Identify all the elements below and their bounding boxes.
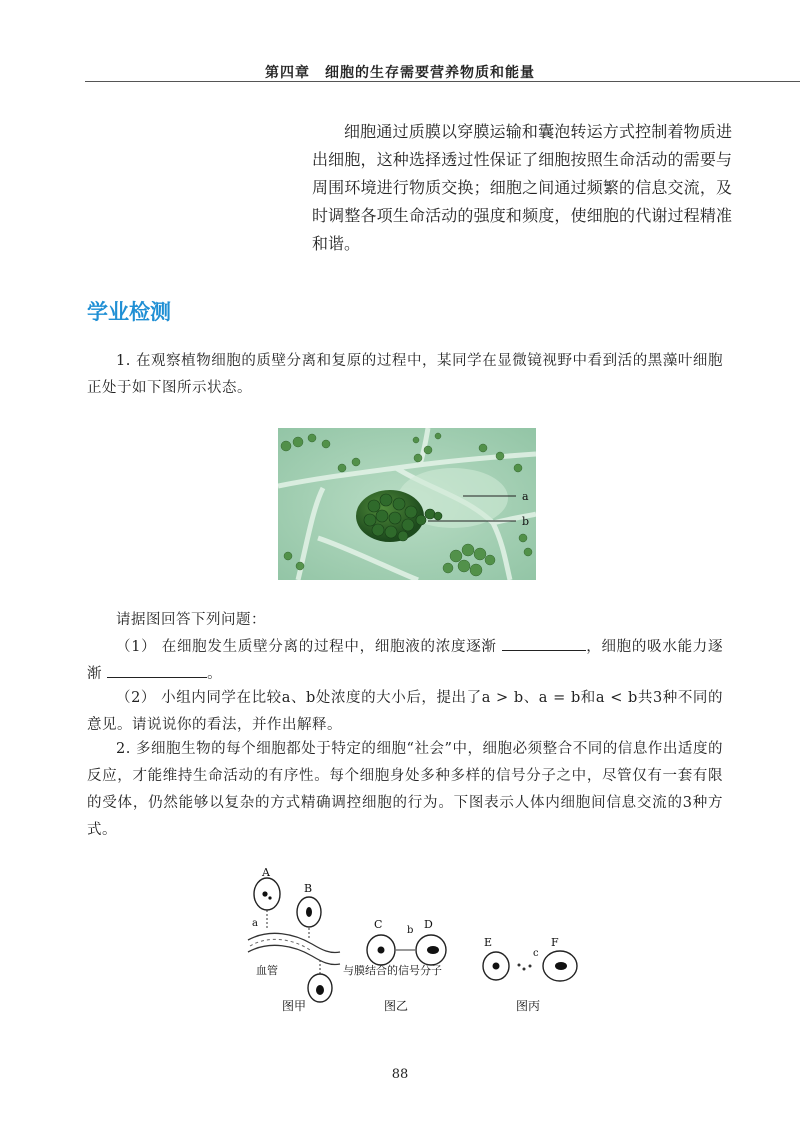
plasmolysis-micrograph [278, 428, 536, 580]
caption-jia: 图甲 [282, 999, 307, 1013]
cell-label-F: F [551, 936, 559, 949]
answer-blank-1[interactable] [502, 636, 586, 651]
cell-signaling-figure [240, 868, 600, 1018]
figure-jia [248, 868, 340, 1002]
micrograph-label-b: b [522, 515, 530, 528]
question-1-prompt: 请据图回答下列问题： [116, 612, 266, 628]
micrograph-label-a: a [522, 490, 529, 503]
question-1-sub2: （2） 小组内同学在比较a、b处浓度的大小后，提出了a > b、a = b和a < b共3种不同的意见。请说说你的看法，并作出解释。 [87, 690, 723, 733]
signal-label-a: a [252, 918, 258, 929]
cell-label-C: C [374, 918, 383, 931]
section-title: 学业检测 [87, 300, 171, 324]
sub1-text-part1: （1） 在细胞发生质壁分离的过程中，细胞液的浓度逐渐 [116, 639, 497, 655]
cell-label-D: D [424, 918, 433, 931]
page-number: 88 [391, 1067, 409, 1082]
question-2-stem: 2. 多细胞生物的每个细胞都处于特定的细胞“社会”中，细胞必须整合不同的信息作出适度的反应，才能维持生命活动的有序性。每个细胞身处多种多样的信号分子之中，尽管仅有一套有限的受体，仍然能够以复杂的方式精确调控细胞的行为。下图表示人体内细胞间信息交流的3种方式。 [87, 741, 723, 838]
sub1-text-part2: ，细胞的吸水能力逐渐 [87, 639, 724, 682]
figure-bing [483, 936, 577, 981]
figure-yi [343, 918, 446, 977]
sub1-text-end: 。 [207, 666, 223, 682]
summary-text: 细胞通过质膜以穿膜运输和囊泡转运方式控制着物质进出细胞，这种选择透过性保证了细胞按照生命活动的需要与周围环境进行物质交换；细胞之间通过频繁的信息交流，及时调整各项生命活动的强度和频度，使细胞的代谢过程精准和谐。 [312, 122, 732, 253]
signal-label-b: b [407, 925, 414, 936]
micrograph-image [278, 428, 536, 580]
chapter-header-title: 第四章 细胞的生存需要营养物质和能量 [265, 65, 535, 81]
signal-label-c: c [533, 948, 539, 959]
chapter-summary [312, 118, 732, 258]
cell-label-A: A [262, 868, 270, 879]
question-1-stem: 1. 在观察植物细胞的质壁分离和复原的过程中，某同学在显微镜视野中看到活的黑藻叶细胞正处于如下图所示状态。 [87, 353, 723, 396]
cell-label-B: B [304, 882, 313, 895]
answer-blank-2[interactable] [107, 663, 207, 678]
caption-bing: 图丙 [516, 999, 541, 1013]
membrane-signal-label: 与膜结合的信号分子 [343, 964, 442, 977]
header-rule [85, 81, 800, 82]
question-1-sub1 [87, 634, 723, 688]
cell-label-E: E [484, 936, 493, 949]
caption-yi: 图乙 [384, 999, 409, 1013]
signaling-diagram [240, 868, 600, 1018]
vessel-label: 血管 [256, 964, 278, 977]
